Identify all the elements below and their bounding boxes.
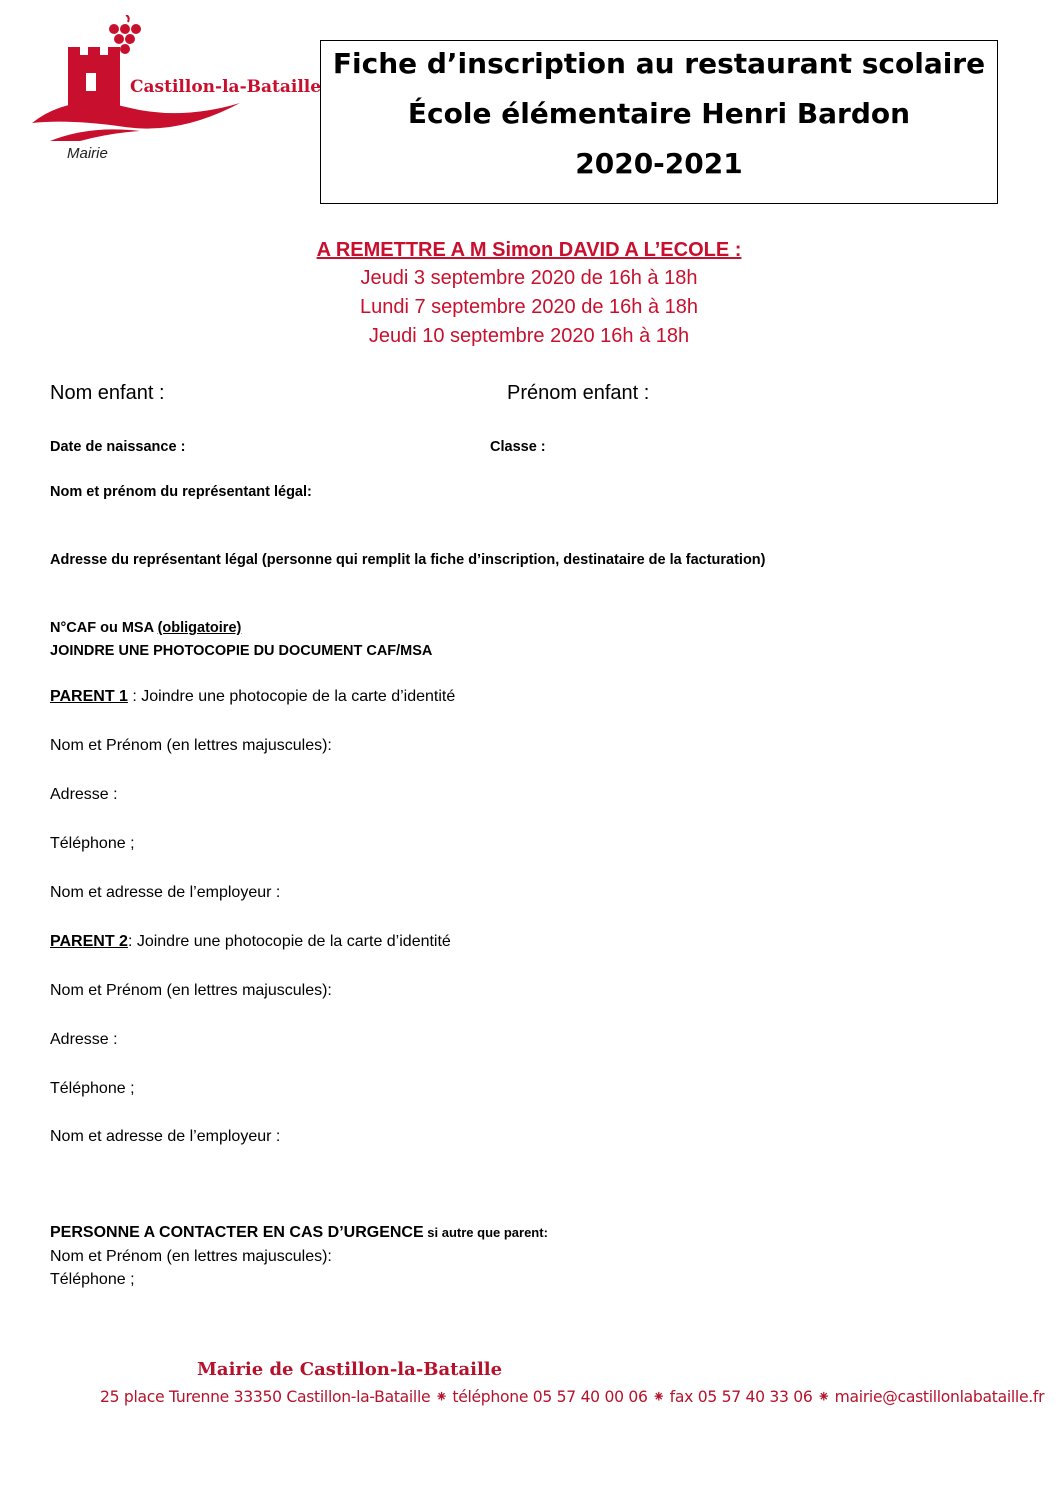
parent2-employeur-label: Nom et adresse de l’employeur :	[50, 1128, 281, 1145]
title-box	[320, 40, 998, 204]
parent1-note: : Joindre une photocopie de la carte d’identité	[127, 688, 456, 705]
nom-enfant-label: Nom enfant :	[50, 382, 165, 404]
title-line-1: Fiche d’inscription au restaurant scolaire	[332, 47, 986, 80]
footer-title: Mairie de Castillon-la-Bataille	[197, 1359, 503, 1380]
parent2-adresse-label: Adresse :	[50, 1031, 118, 1048]
parent2-telephone-label: Téléphone ;	[50, 1080, 135, 1097]
logo-town-name: Castillon-la-Bataille	[130, 77, 322, 97]
parent1-heading	[50, 688, 455, 706]
parent2-heading	[50, 933, 451, 951]
castillon-logo	[30, 15, 340, 175]
title-line-2: École élémentaire Henri Bardon	[407, 97, 911, 130]
caf-obligatoire: (obligatoire)	[157, 620, 242, 636]
footer-contact: 25 place Turenne 33350 Castillon-la-Bataille ⁕ téléphone 05 57 40 00 06 ⁕ fax 05 57 40 33 06 ⁕ mairie@castillonlabataille.fr	[100, 1388, 1045, 1406]
notice-date-2: Lundi 7 septembre 2020 de 16h à 18h	[359, 296, 699, 318]
caf-prefix: N°CAF ou MSA	[50, 620, 158, 636]
notice-heading: A REMETTRE A M Simon DAVID A L’ECOLE :	[316, 239, 742, 261]
parent1-label: PARENT 1	[50, 688, 128, 705]
caf-joindre-label: JOINDRE UNE PHOTOCOPIE DU DOCUMENT CAF/MSA	[50, 643, 433, 659]
parent1-adresse-label: Adresse :	[50, 786, 118, 803]
notice-date-1: Jeudi 3 septembre 2020 de 16h à 18h	[360, 267, 698, 289]
urgence-heading-suffix: si autre que parent:	[423, 1225, 548, 1240]
urgence-heading	[50, 1224, 548, 1242]
prenom-enfant-label: Prénom enfant :	[507, 382, 650, 404]
urgence-nom-label: Nom et Prénom (en lettres majuscules):	[50, 1248, 332, 1265]
representant-label: Nom et prénom du représentant légal:	[50, 484, 312, 500]
date-naissance-label: Date de naissance :	[50, 439, 186, 455]
logo-mairie-label: Mairie	[67, 145, 108, 162]
parent2-label: PARENT 2	[50, 933, 128, 950]
classe-label: Classe :	[490, 439, 546, 455]
parent2-note: : Joindre une photocopie de la carte d’identité	[127, 933, 451, 950]
notice-date-3: Jeudi 10 septembre 2020 16h à 18h	[368, 325, 690, 347]
parent1-telephone-label: Téléphone ;	[50, 835, 135, 852]
caf-label	[50, 620, 241, 636]
urgence-heading-main: PERSONNE A CONTACTER EN CAS D’URGENCE	[50, 1224, 424, 1241]
parent1-nom-label: Nom et Prénom (en lettres majuscules):	[50, 737, 332, 754]
adresse-representant-label: Adresse du représentant légal (personne qui remplit la fiche d’inscription, destinataire de la facturation)	[50, 552, 766, 568]
parent1-employeur-label: Nom et adresse de l’employeur :	[50, 884, 281, 901]
title-line-3: 2020-2021	[575, 147, 743, 180]
urgence-telephone-label: Téléphone ;	[50, 1271, 135, 1288]
parent2-nom-label: Nom et Prénom (en lettres majuscules):	[50, 982, 332, 999]
